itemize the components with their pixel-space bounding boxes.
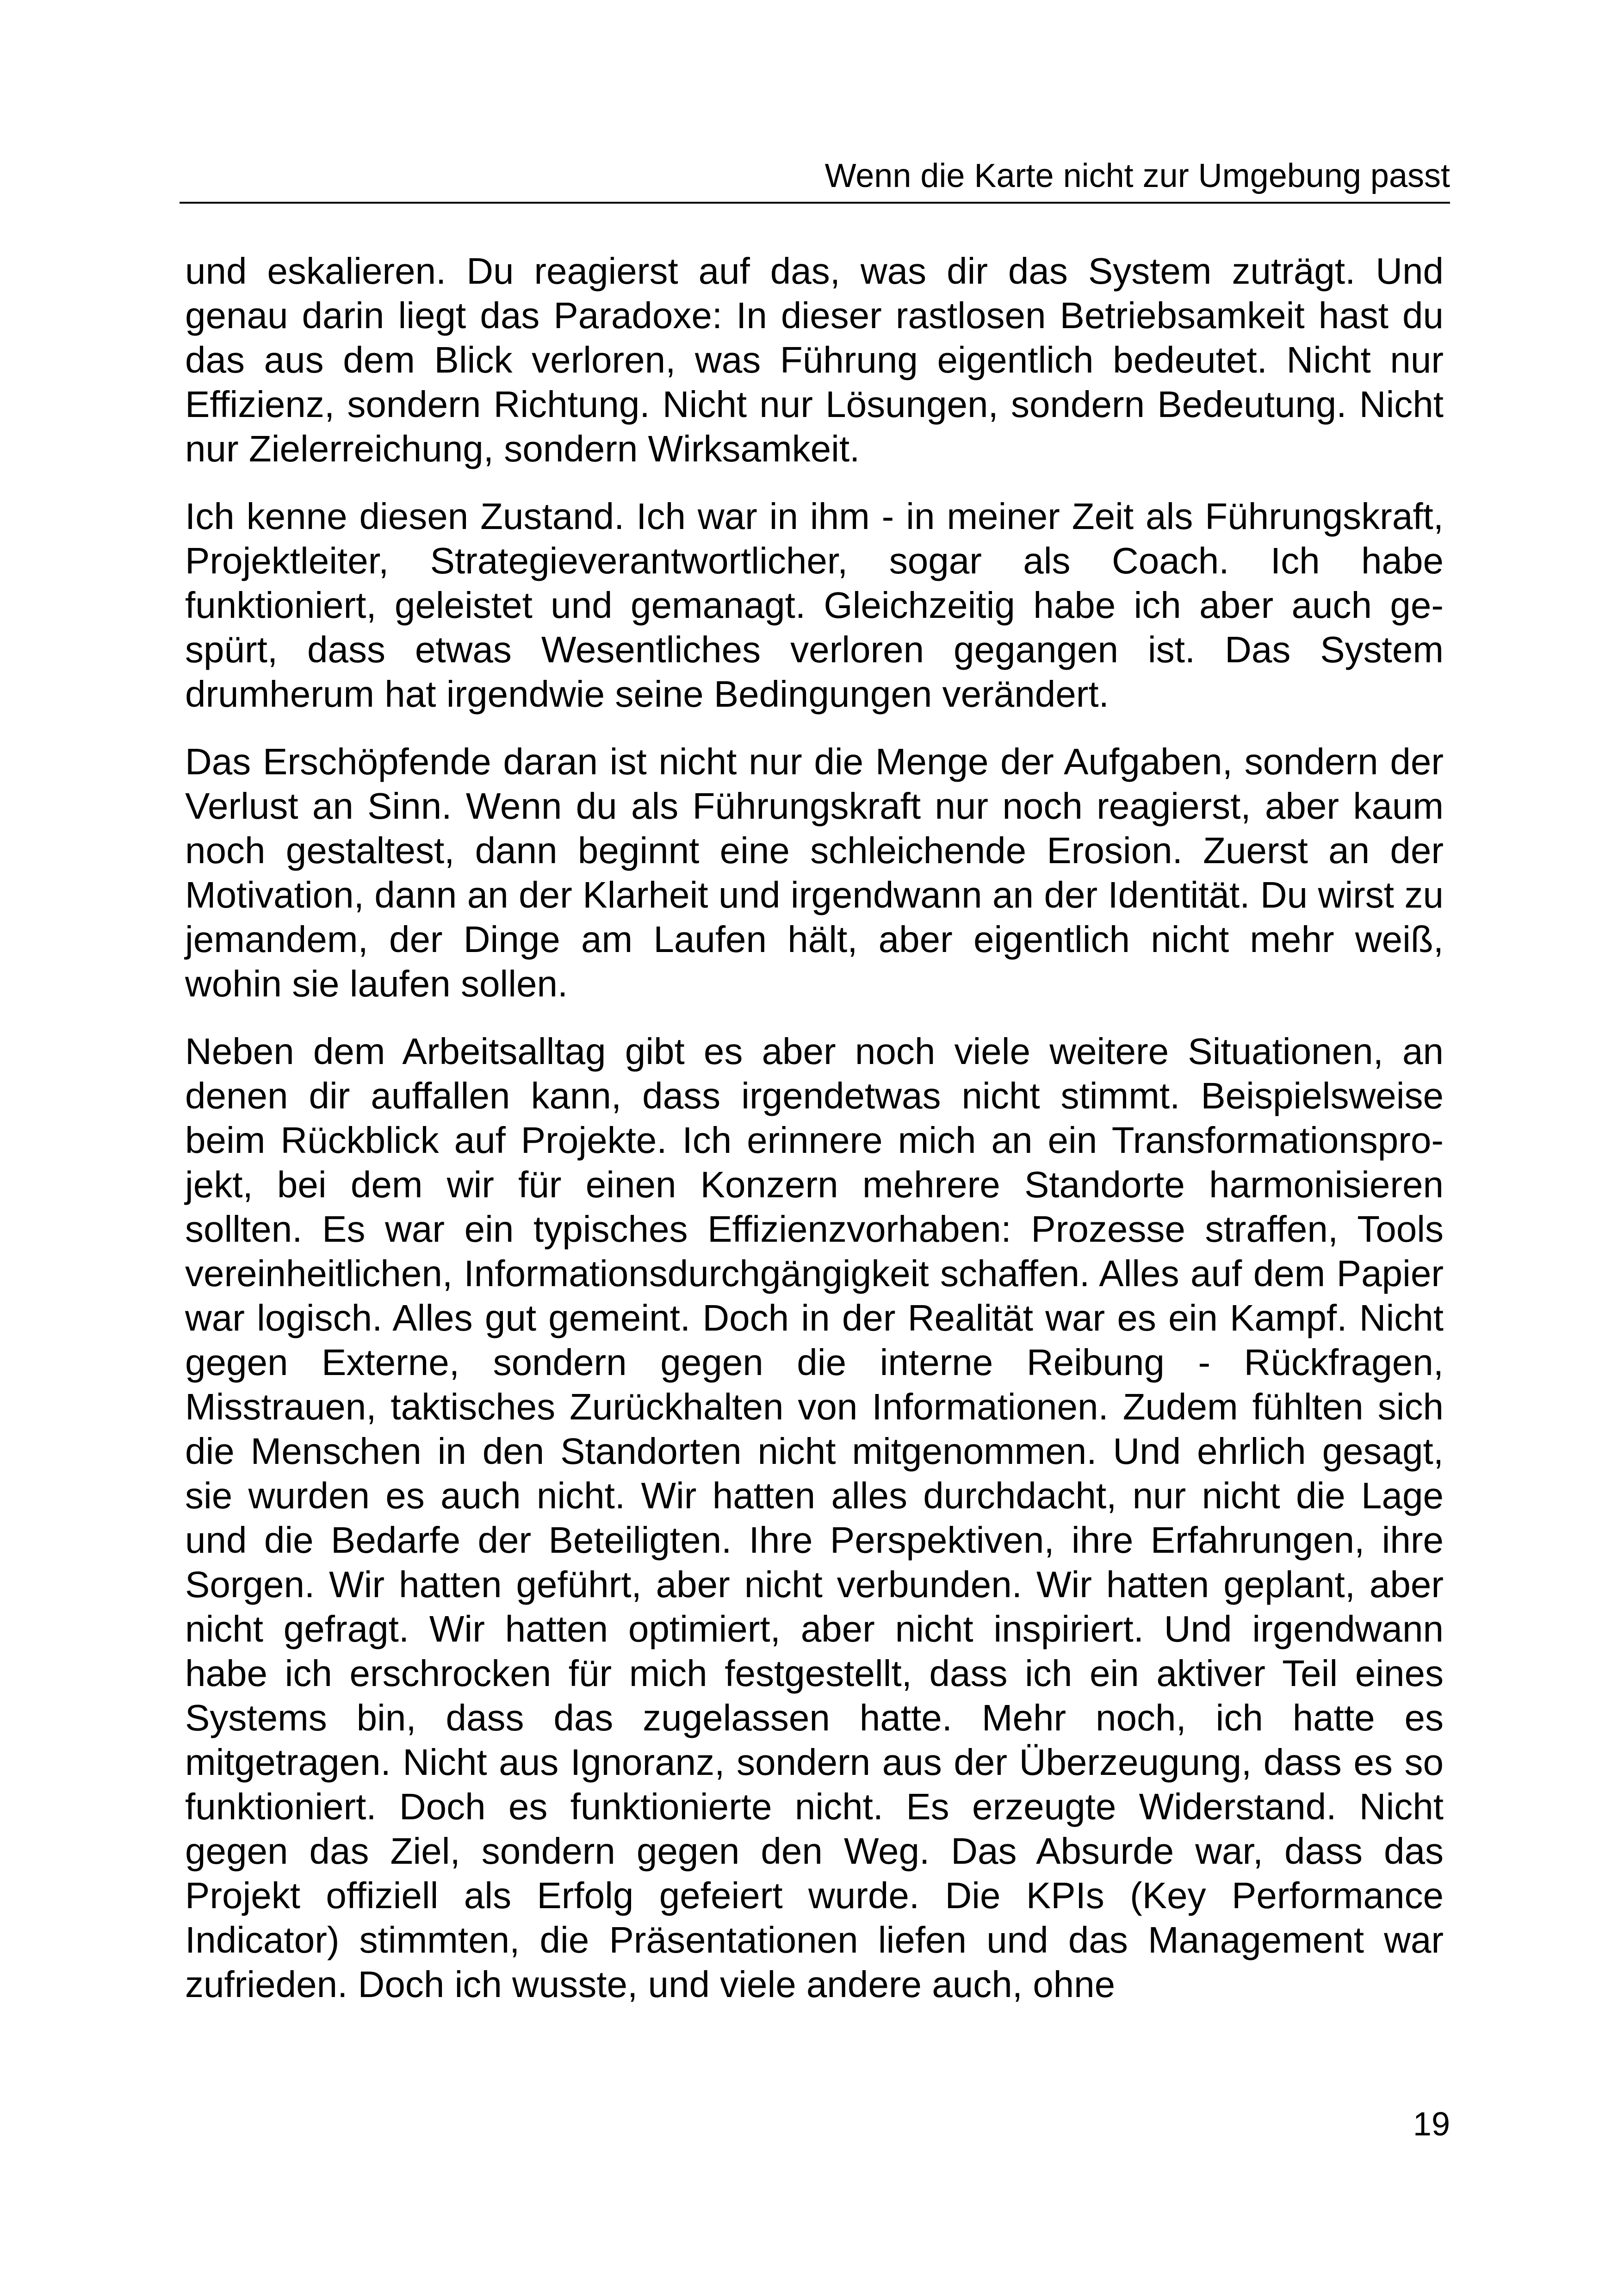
paragraph: Neben dem Arbeitsalltag gibt es aber noch viele weitere Situationen, an denen dir auffallen kann, dass irgendetwas nicht stimmt. Beispielsweise beim Rückblick auf Projekte. Ich erinnere mich an ein Transformationsprojekt, bei dem wir für einen Konzern mehrere Standorte harmonisieren sollten. Es war ein typisches Effizienzvorhaben: Prozesse straffen, Tools vereinheitlichen, Informationsdurchgängigkeit schaffen. Alles auf dem Papier war logisch. Alles gut gemeint. Doch in der Realität war es ein Kampf. Nicht gegen Externe, sondern gegen die interne Reibung - Rückfragen, Misstrauen, taktisches Zurückhalten von Informationen. Zudem fühlten sich die Menschen in den Standorten nicht mitgenommen. Und ehrlich gesagt, sie wurden es auch nicht. Wir hatten alles durchdacht, nur nicht die Lage und die Bedarfe der Beteiligten. Ihre Perspektiven, ihre Erfahrungen, ihre Sorgen. Wir hatten geführt, aber nicht verbunden. Wir hatten geplant, aber nicht gefragt. Wir hatten optimiert, aber nicht inspiriert. Und irgendwann habe ich erschrocken für mich festgestellt, dass ich ein aktiver Teil eines Systems bin, dass das zugelassen hatte. Mehr noch, ich hatte es mitgetragen. Nicht aus Ignoranz, sondern aus der Überzeugung, dass es so funktioniert. Doch es funktionierte nicht. Es erzeugte Widerstand. Nicht gegen das Ziel, sondern gegen den Weg. Das Absurde war, dass das Projekt offiziell als Erfolg gefeiert wurde. Die KPIs (Key Performance Indicator) stimmten, die Präsentationen liefen und das Management war zufrieden. Doch ich wusste, und viele andere auch, ohne	[185, 1031, 1444, 2005]
running-header: Wenn die Karte nicht zur Umgebung passt	[824, 157, 1450, 194]
page-number: 19	[1413, 2106, 1450, 2143]
header-divider	[180, 202, 1450, 204]
paragraph: und eskalieren. Du reagierst auf das, was dir das System zuträgt. Und genau darin liegt das Paradoxe: In dieser rastlosen Betriebsamkeit hast du das aus dem Blick verloren, was Führung eigentlich bedeutet. Nicht nur Effizienz, sondern Richtung. Nicht nur Lösungen, sondern Bedeutung. Nicht nur Zielerreichung, sondern Wirksamkeit.	[185, 250, 1444, 469]
paragraph: Das Erschöpfende daran ist nicht nur die Menge der Aufgaben, sondern der Verlust an Sinn. Wenn du als Führungskraft nur noch reagierst, aber kaum noch gestaltest, dann beginnt eine schleichende Erosion. Zuerst an der Motivation, dann an der Klarheit und irgendwann an der Identität. Du wirst zu jemandem, der Dinge am Laufen hält, aber eigentlich nicht mehr weiß, wohin sie laufen sollen.	[185, 741, 1444, 1004]
paragraph: Ich kenne diesen Zustand. Ich war in ihm - in meiner Zeit als Führungskraft, Projektleiter, Strategieverantwortlicher, sogar als Coach. Ich habe funktioniert, geleistet und gemanagt. Gleichzeitig habe ich aber auch gespürt, dass etwas Wesentliches verloren gegangen ist. Das System drumherum hat irgendwie seine Bedingungen verändert.	[185, 496, 1444, 715]
body-text	[185, 249, 1444, 2007]
